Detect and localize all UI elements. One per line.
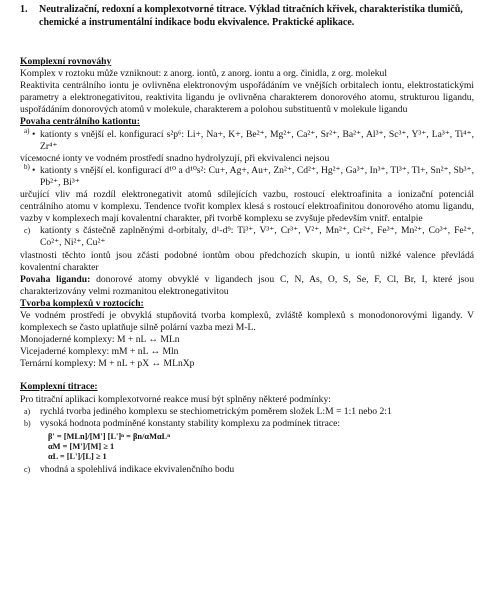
list-item-text: kationty s vnější el. konfigurací s²p⁶: Li+, Na+, K+, Be²⁺, Mg²⁺, Ca²⁺, Sr²⁺, Ba²⁺, Al³⁺, Sc³⁺, Y³⁺, La³⁺, Ti⁴⁺, Zr⁴⁺ — [40, 128, 474, 152]
section-title-komplexni-titrace: Komplexní titrace: — [20, 381, 98, 393]
list-item-text: vysoká hodnota podmíněné konstanty stability komplexu za podmínek titrace: — [40, 417, 341, 429]
section-title-komplexni-rovnovahy: Komplexní rovnováhy — [20, 56, 112, 67]
section-title-tvorba-komplexu: Tvorba komplexů v roztocích: — [20, 297, 144, 309]
paragraph-tvorba-komplexu: Ve vodném prostředí je obvyklá stupňovitá tvorba komplexů, zvláště komplexů s monodonorovými ligandy. V komplexech se často uplatňuje silně polární vazba mezi M-L. — [20, 309, 474, 334]
list-marker: b) — [24, 162, 30, 171]
formula-block — [48, 432, 474, 462]
question-heading — [20, 4, 470, 29]
document-body — [20, 56, 474, 476]
list-marker: a) — [24, 406, 31, 416]
list-marker: b) — [24, 418, 31, 428]
list-item-condition-b — [20, 418, 474, 430]
list-item-text: kationty s částečně zaplněnými d-orbitaly, d¹-d⁹: Ti³⁺, V³⁺, Cr³⁺, V²⁺, Mn²⁺, Cr²⁺, Fe³⁺, Mn²⁺, Co³⁺, Fe²⁺, Co²⁺, Ni²⁺, Cu²⁺ — [40, 225, 474, 249]
paragraph-podminky: Pro titrační aplikaci komplexotvorné reakce musí být splněny některé podmínky: — [20, 393, 331, 405]
list-item-text: rychlá tvorba jediného komplexu se stechiometrickým poměrem složek L:M = 1:1 nebo 2:1 — [40, 405, 392, 417]
question-number: 1. — [20, 4, 28, 15]
list-marker: c) — [24, 464, 31, 474]
equation-monojaderne: Monojaderné komplexy: M + nL ↔ MLn — [20, 334, 180, 346]
paragraph-cation-c-note: vlastnosti těchto iontů jsou zčásti podobné iontům obou předchozích skupin, u iontů nižké valence převládá kovalentní charakter — [20, 249, 474, 273]
bullet-icon: • — [32, 128, 36, 140]
section-title-povaha-ligandu: Povaha ligandu: — [20, 273, 91, 285]
equation-vicejaderne: Vicejaderné komplexy: mM + nL ↔ Mln — [20, 346, 179, 358]
section-title-povaha-kationtu: Povaha centrálního kationtu: — [20, 116, 140, 128]
list-item-cation-b — [20, 162, 474, 189]
paragraph-text: donorové atomy obvyklé v ligandech jsou C, N, As, O, S, Se, F, Cl, Br, I, které jsou charakterizovány velmi rozmanitou elektronegativitou — [20, 273, 474, 297]
formula-alpha-l: αL = [L']/[L] ≥ 1 — [48, 451, 107, 461]
list-item-cation-c — [20, 225, 474, 249]
list-item-text: vhodná a spolehlivá indikace ekvivalenčního bodu — [40, 463, 235, 475]
list-marker: c) — [24, 226, 31, 236]
paragraph-reaktivita: Reaktivita centrálního iontu je ovlivněna elektronovým uspořádáním ve vnějších orbitalech iontu, elektrostatickými parametry a elektronegativitou, reaktivita ligandu je ovlivněna charakterem donorového atomu, strukturou ligandu, uspořádáním donorových atomů v molekule, charakterem a polohou substituentů v molekule ligandu — [20, 80, 474, 116]
list-item-condition-a — [20, 406, 474, 418]
question-title: Neutralizační, redoxní a komplexotvorné titrace. Výklad titračních křivek, charakteristika tlumičů, chemické a instrumentální indikace bodu ekvivalence. Praktické aplikace. — [39, 4, 463, 28]
paragraph-cation-a-note: víceмocné ionty ve vodném prostředí snadno hydrolyzují, při ekvivalenci nejsou — [20, 152, 330, 164]
bullet-icon: • — [32, 164, 36, 176]
list-marker: a) — [24, 126, 30, 135]
list-item-condition-c — [20, 464, 474, 476]
formula-alpha-m: αM = [M']/[M] ≥ 1 — [48, 441, 115, 451]
spacer — [20, 370, 474, 381]
paragraph-komplex-vznik: Komplex v roztoku může vzniknout: z anorg. iontů, z anorg. iontu a org. činidla, z org. molekul — [20, 68, 387, 80]
paragraph-cation-b-note: určující vliv má rozdíl elektronegativit atomů sdílejících vazbu, rostoucí elektroafinita a ionizační potenciál centrálního atomu v komplexu. Tendence tvořit komplex klesá s rostoucí elektroafinitou donorového atomu ligandu, vazby v komplexech mají kovalentní charakter, při tvorbě komplexu se zvyšuje především vnitř. entalpie — [20, 189, 474, 225]
list-item-text: kationty s vnější el. konfigurací d¹⁰ a d¹⁰s²: Cu+, Ag+, Au+, Zn²⁺, Cd²⁺, Hg²⁺, Ga³⁺, In³⁺, Tl³⁺, Tl+, Sn²⁺, Sb³⁺, Pb²⁺, Bi³⁺ — [40, 164, 474, 188]
formula-beta: β' = [MLn]/[M'] [L']ⁿ = βn/αMαLⁿ — [48, 431, 171, 441]
equation-ternarni: Ternární komplexy: M + nL + pX ↔ MLnXp — [20, 358, 195, 370]
paragraph-povaha-ligandu — [20, 274, 474, 298]
list-item-cation-a — [20, 126, 474, 153]
